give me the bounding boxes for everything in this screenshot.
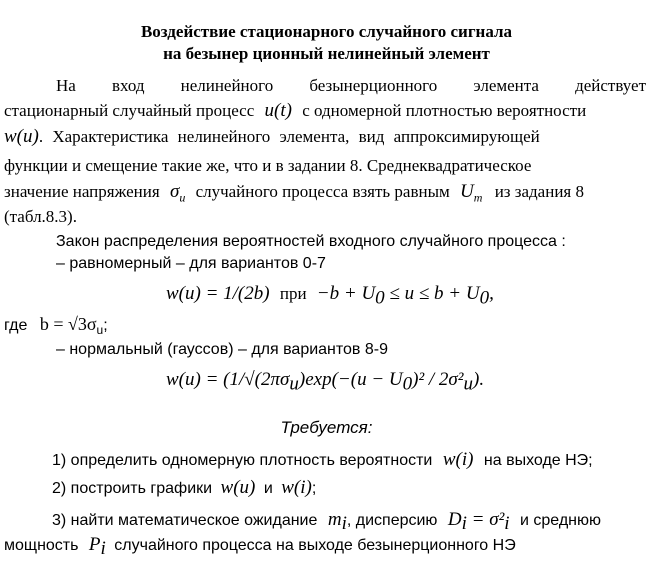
word: вход: [111, 76, 145, 95]
formula-sub: 0: [479, 287, 490, 309]
text: где: [4, 317, 28, 334]
formula-sub: 0: [375, 287, 385, 309]
formula-p-i: P: [88, 534, 101, 555]
formula-d-eq: = σ²: [466, 509, 505, 530]
text: и: [263, 480, 273, 497]
formula-end: ,: [489, 283, 494, 304]
formula-sub: i: [504, 513, 510, 535]
formula-sub: u: [96, 323, 104, 338]
formula-sigma: σ: [169, 181, 180, 202]
required-heading: Требуется:: [280, 418, 373, 437]
formula-sub: i: [100, 538, 106, 560]
formula-sub: u: [463, 373, 473, 395]
formula-m-i: m: [327, 509, 342, 530]
where-line: [4, 314, 646, 340]
text: мощность: [4, 537, 79, 554]
word: На: [56, 76, 76, 95]
text: из задания 8: [494, 182, 584, 201]
formula-w-u: w(u): [4, 126, 39, 147]
paragraph-line-6: (табл.8.3).: [4, 207, 77, 226]
laws-intro: Закон распределения вероятностей входного случайного процесса :: [56, 233, 566, 250]
paragraph-line-1: [56, 76, 646, 96]
formula-sigma-sub: u: [179, 190, 186, 205]
formula-uniform-right: −b + U: [316, 283, 376, 304]
formula-normal: w(u) = (1/√(2πσ: [166, 369, 290, 390]
formula-sub: 0: [402, 373, 413, 395]
title-line-2: на безынер ционный нелинейный элемент: [163, 44, 490, 63]
text: 1) определить одномерную плотность вероятности: [52, 452, 433, 469]
word: элемента: [473, 76, 539, 95]
formula-um: U: [460, 181, 474, 202]
required-item-3-line-2: [4, 535, 646, 559]
paragraph-line-2: [4, 101, 646, 121]
text: . Характеристика нелинейного элемента, вид аппроксимирующей: [38, 127, 540, 146]
normal-label: – нормальный (гауссов) – для вариантов 8-9: [56, 341, 388, 358]
text: ;: [311, 480, 317, 497]
formula-uniform-mid: ≤ u ≤ b + U: [384, 283, 480, 304]
text: случайного процесса взять равным: [195, 182, 450, 201]
text: 3) найти математическое ожидание: [52, 512, 318, 529]
required-item-3: [52, 510, 653, 534]
formula-normal-end: )² / 2σ²: [412, 369, 464, 390]
text: , дисперсию: [346, 512, 438, 529]
uniform-formula: [166, 284, 646, 308]
formula-w-u: w(u): [220, 477, 256, 498]
text: случайного процесса на выходе безынерционного НЭ: [114, 537, 516, 554]
formula-normal-mid: )exp(−(u − U: [298, 369, 403, 390]
paragraph-line-3: [4, 127, 646, 147]
word: действует: [575, 76, 647, 95]
formula-normal-tail: ).: [473, 369, 485, 390]
formula-u-t: u(t): [264, 100, 292, 121]
required-item-2: [52, 478, 653, 499]
word: нелинейного: [180, 76, 274, 95]
text: ;: [103, 317, 108, 334]
normal-formula: [166, 370, 646, 394]
formula-w-i: w(i): [442, 449, 474, 470]
text: с одномерной плотностью вероятности: [302, 101, 587, 120]
formula-um-sub: m: [473, 190, 483, 205]
text: стационарный случайный процесс: [4, 101, 255, 120]
formula-sub: i: [461, 513, 467, 535]
text: и среднюю: [520, 512, 602, 529]
text: значение напряжения: [4, 182, 160, 201]
formula-uniform-left: w(u) = 1/(2b): [166, 283, 270, 304]
formula-w-i: w(i): [281, 477, 312, 498]
uniform-label: – равномерный – для вариантов 0-7: [56, 255, 326, 272]
formula-d-i: D: [447, 509, 462, 530]
text: при: [279, 284, 307, 303]
text: на выходе НЭ;: [483, 452, 593, 469]
formula-sub: i: [341, 513, 347, 535]
formula-sub: u: [289, 373, 299, 395]
required-item-1: [52, 450, 653, 471]
text: 2) построить графики: [52, 480, 213, 497]
paragraph-line-5: [4, 182, 646, 207]
title-line-1: Воздействие стационарного случайного сигнала: [140, 22, 513, 41]
formula-where: b = √3σ: [39, 314, 97, 334]
word: безынерционного: [309, 76, 438, 95]
paragraph-line-4: функции и смещение такие же, что и в задании 8. Среднеквадратическое: [4, 156, 532, 175]
